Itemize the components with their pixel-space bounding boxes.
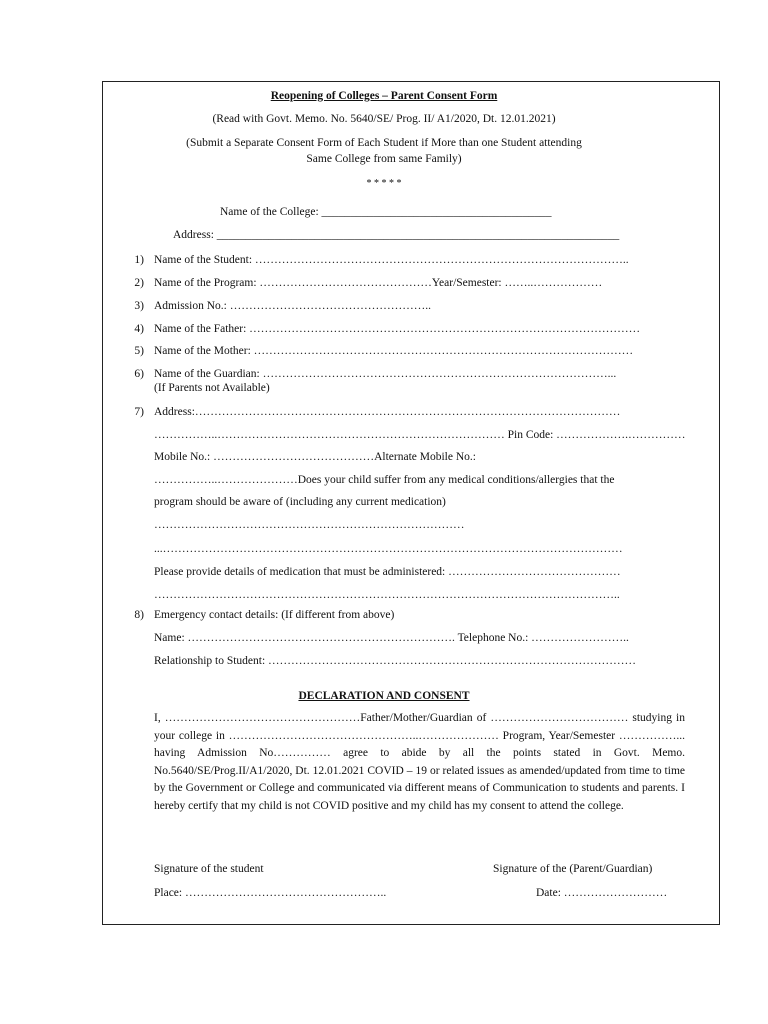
- student-name-field: Name of the Student: ……………………………………………………………………………………..: [154, 254, 629, 266]
- guardian-note: (If Parents not Available): [154, 382, 270, 394]
- program-field: Name of the Program: ………………………………………Year/Semester: ……..………………: [154, 277, 603, 289]
- blank-line: ...…………………………………………………………………………………………………………: [154, 543, 623, 555]
- blank-line: ………………………………………………………………………: [154, 519, 465, 531]
- blank-line: …………………………………………………………………………………………………………..: [154, 589, 620, 601]
- item-number: 3): [134, 300, 144, 312]
- item-number: 7): [134, 406, 144, 418]
- medical-question-line1: ……………..…………………Does your child suffer from any medical conditions/allergies that the: [154, 474, 615, 486]
- mobile-field: Mobile No.: ……………………………………Alternate Mobile No.:: [154, 451, 476, 463]
- separator-stars: * * * * *: [366, 178, 402, 189]
- relationship-field: Relationship to Student: ……………………………………………………………………………………: [154, 655, 637, 667]
- date-field: Date: ………………………: [536, 887, 668, 899]
- place-field: Place: ……………………………………………..: [154, 887, 387, 899]
- college-address-field: Address: ______________________________________________________________________: [173, 229, 620, 241]
- form-title: Reopening of Colleges – Parent Consent Form: [270, 90, 498, 102]
- emergency-name-field: Name: ……………………………………………………………. Telephone No.: ……………………..: [154, 632, 629, 644]
- medical-question-line2: program should be aware of (including any current medication): [154, 496, 446, 508]
- item-number: 5): [134, 345, 144, 357]
- item-number: 8): [134, 609, 144, 621]
- signature-parent-label: Signature of the (Parent/Guardian): [493, 863, 653, 875]
- declaration-heading: DECLARATION AND CONSENT: [298, 690, 470, 702]
- admission-field: Admission No.: ……………………………………………..: [154, 300, 431, 312]
- father-name-field: Name of the Father: …………………………………………………………………………………………: [154, 323, 641, 335]
- item-number: 6): [134, 368, 144, 380]
- medication-field: Please provide details of medication that must be administered: ………………………………………: [154, 566, 621, 578]
- guardian-name-field: Name of the Guardian: ………………………………………………………………………………...: [154, 368, 617, 380]
- college-name-field: Name of the College: ________________________________________: [220, 206, 552, 218]
- form-subtitle: (Read with Govt. Memo. No. 5640/SE/ Prog. II/ A1/2020, Dt. 12.01.2021): [212, 113, 556, 125]
- mother-name-field: Name of the Mother: ………………………………………………………………………………………: [154, 345, 634, 357]
- signature-student-label: Signature of the student: [154, 863, 264, 875]
- address-field: Address:…………………………………………………………………………………………………: [154, 406, 621, 418]
- item-number: 4): [134, 323, 144, 335]
- declaration-body: I, ……………………………………………Father/Mother/Guardian of ……………………………… studying in your college in …………………………………………..………………… Program, Year/Semester ……………... having Admission No…………… agree to abide by all the points stated in Govt. Memo. No.5640/SE/Prog.II/A1/2020, Dt. 12.01.2021 COVID – 19 or related issues as amended/updated from time to time by the Government or College and communicated via different means of Communication to students and parents. I hereby certify that my child is not COVID positive and my child has my consent to attend the college.: [154, 712, 685, 812]
- item-number: 1): [134, 254, 144, 266]
- emergency-heading: Emergency contact details: (If different from above): [154, 609, 395, 621]
- form-note-line1: (Submit a Separate Consent Form of Each Student if More than one Student attending: [186, 137, 582, 149]
- form-note-line2: Same College from same Family): [306, 153, 462, 165]
- item-number: 2): [134, 277, 144, 289]
- address-pin-field: ……………..………………………………………………………………… Pin Code: ……………….……………: [154, 429, 686, 441]
